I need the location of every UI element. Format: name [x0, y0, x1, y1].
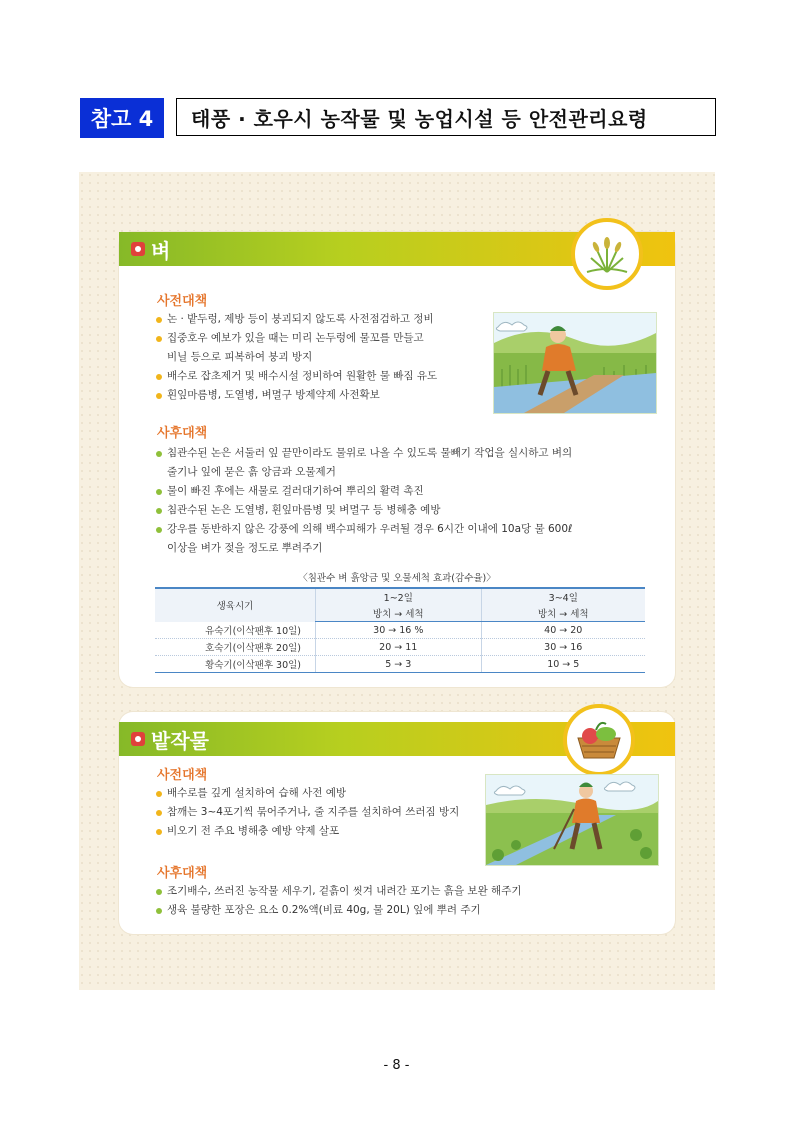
table-cell: 20 → 11	[316, 639, 482, 656]
field-after-heading: 사후대책	[157, 866, 208, 881]
col-header-b: 3~4일	[481, 588, 645, 605]
rice-before-list	[155, 310, 485, 405]
field-section-title: 밭작물	[151, 729, 209, 753]
col-header-stage: 생육시기	[155, 588, 316, 622]
guide-panel	[79, 172, 715, 990]
table-cell: 5 → 3	[316, 656, 482, 673]
list-item: 참깨는 3~4포기씩 묶어주거나, 줄 지주를 설치하여 쓰러짐 방지	[155, 803, 485, 822]
table-row	[155, 622, 645, 639]
list-item: 배수로 잡초제거 및 배수시설 정비하여 원활한 물 빠짐 유도	[155, 367, 485, 386]
page-title: 태풍 · 호우시 농작물 및 농업시설 등 안전관리요령	[176, 98, 716, 136]
list-item: 침관수된 논은 도열병, 흰잎마름병 및 벼멸구 등 병해충 예방	[155, 501, 655, 520]
rice-after-heading: 사후대책	[157, 426, 208, 441]
washing-effect-table	[155, 587, 645, 673]
farmer-rice-paddy-illustration	[493, 312, 657, 414]
table-cell: 호숙기(이삭팬후 20일)	[155, 639, 316, 656]
field-after-list	[155, 882, 655, 920]
table-cell: 황숙기(이삭팬후 30일)	[155, 656, 316, 673]
table-cell: 30 → 16 %	[316, 622, 482, 639]
section-bullet-icon	[131, 242, 145, 256]
list-item: 강우를 동반하지 않은 강풍에 의해 백수피해가 우려될 경우 6시간 이내에 10a당 물 600ℓ 이상을 벼가 젖을 정도로 뿌려주기	[155, 520, 655, 558]
list-item: 침관수된 논은 서둘러 잎 끝만이라도 물위로 나올 수 있도록 물빼기 작업을 실시하고 벼의 줄기나 잎에 묻은 흙 앙금과 오물제거	[155, 444, 655, 482]
rice-after-list	[155, 444, 655, 558]
table-cell: 유숙기(이삭팬후 10일)	[155, 622, 316, 639]
field-crops-card	[119, 712, 675, 934]
table-cell: 10 → 5	[481, 656, 645, 673]
page-number: - 8 -	[383, 1058, 410, 1073]
rice-section-title: 벼	[151, 239, 171, 263]
table-caption: 〈침관수 벼 흙앙금 및 오물세척 효과(감수율)〉	[298, 573, 496, 584]
list-item: 물이 빠진 후에는 새물로 걸러대기하여 뿌리의 활력 촉진	[155, 482, 655, 501]
table-cell: 40 → 20	[481, 622, 645, 639]
section-bullet-icon	[131, 732, 145, 746]
vegetable-basket-icon	[563, 704, 635, 776]
list-item: 배수로를 깊게 설치하여 습해 사전 예방	[155, 784, 485, 803]
title-block	[80, 98, 716, 138]
list-item: 생육 불량한 포장은 요소 0.2%액(비료 40g, 물 20L) 잎에 뿌려 주기	[155, 901, 655, 920]
list-item: 흰잎마름병, 도열병, 벼멸구 방제약제 사전확보	[155, 386, 485, 405]
list-item: 비오기 전 주요 병해충 예방 약제 살포	[155, 822, 485, 841]
list-item: 논 · 밭두렁, 제방 등이 붕괴되지 않도록 사전점검하고 정비	[155, 310, 485, 329]
reference-badge: 참고 4	[80, 98, 164, 138]
field-before-list	[155, 784, 485, 841]
subheader-b: 방치 → 세척	[481, 605, 645, 622]
list-item: 집중호우 예보가 있을 때는 미리 논두렁에 물꼬를 만들고 비닐 등으로 피복하여 붕괴 방지	[155, 329, 485, 367]
rice-before-heading: 사전대책	[157, 294, 208, 309]
field-before-heading: 사전대책	[157, 768, 208, 783]
rice-plant-icon	[571, 218, 643, 290]
col-header-a: 1~2일	[316, 588, 482, 605]
subheader-a: 방치 → 세척	[316, 605, 482, 622]
rice-card	[119, 232, 675, 687]
table-cell: 30 → 16	[481, 639, 645, 656]
table-row	[155, 656, 645, 673]
table-row	[155, 639, 645, 656]
farmer-field-illustration	[485, 774, 659, 866]
list-item: 조기배수, 쓰러진 농작물 세우기, 겉흙이 씻겨 내려간 포기는 흙을 보완 해주기	[155, 882, 655, 901]
